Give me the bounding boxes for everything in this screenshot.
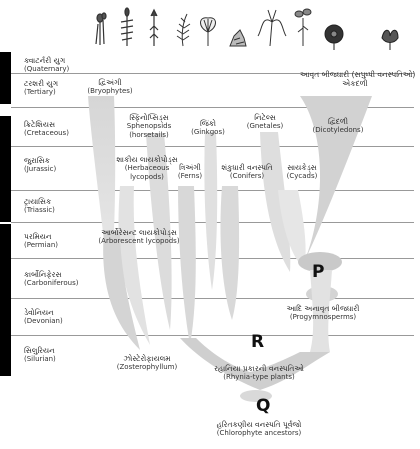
label-zosterophyllum xyxy=(112,354,182,372)
ginkgos-gu: જિંકો xyxy=(200,119,216,128)
bryophytes-en: (Bryophytes) xyxy=(87,87,133,95)
angiosperm-gu2: એકદળી xyxy=(342,79,368,88)
cycads-gu: સાયકેડ્સ xyxy=(287,163,317,172)
progymnosperms-gu: આદિ અનાવૃત બીજધારી xyxy=(286,304,360,313)
lycopods-en1: (Herbaceous xyxy=(124,164,170,172)
era-quaternary-en: (Quaternary) xyxy=(24,65,70,73)
era-permian-gu: પરમિયન xyxy=(24,232,52,241)
flowering-plant-icon xyxy=(295,9,311,46)
label-angiosperms xyxy=(300,70,416,88)
label-cycads xyxy=(280,163,324,181)
era-carboniferous-gu: કાર્બોનિફેરસ xyxy=(24,270,62,279)
era-quaternary-gu: ક્વાટર્નરી યુગ xyxy=(24,56,66,65)
zosterophyllum-gu: ઝોસ્ટેરોફાયલમ xyxy=(123,354,171,363)
ginkgos-en: (Ginkgos) xyxy=(191,128,225,136)
label-bryophytes xyxy=(80,78,140,96)
cycads-en: (Cycads) xyxy=(286,172,318,180)
conifers-gu: શંકુધારી વનસ્પતિ xyxy=(221,163,273,172)
label-ferns xyxy=(170,163,210,181)
angiosperm-gu: આવૃત બીજધારી (સપુષ્પી વનસ્પતિઓ) xyxy=(300,70,416,79)
era-triassic-en: (Triassic) xyxy=(24,206,55,214)
label-ginkgos xyxy=(186,119,230,137)
ferns-gu: ત્રિઅંગી xyxy=(179,163,201,172)
era-jurassic-gu: જુરાસિક xyxy=(24,156,50,165)
label-conifers xyxy=(216,163,278,181)
era-triassic-gu: ટ્રાયાસિક xyxy=(24,197,52,206)
label-chlorophyte-ancestors xyxy=(198,420,320,438)
bryophytes-gu: દ્વિઅંગી xyxy=(98,78,122,87)
progymnosperms-en: (Progymnosperms) xyxy=(289,313,357,321)
ferns-en: (Ferns) xyxy=(177,172,203,180)
zosterophyllum-en: (Zosterophyllum) xyxy=(116,363,178,371)
label-progymnosperms xyxy=(276,304,370,322)
conifer-branch xyxy=(220,186,239,320)
sphenopsids-gu: સ્ફિનોપ્સિડ્સ xyxy=(129,113,169,122)
label-dicotyledons xyxy=(306,117,370,135)
moss-plant-icon xyxy=(96,13,106,45)
era-carboniferous-en: (Carboniferous) xyxy=(24,279,79,287)
fern-frond-icon xyxy=(177,14,190,46)
horsetail-plant-icon xyxy=(121,8,133,46)
marker-q: Q xyxy=(256,396,271,416)
era-devonian-gu: ડેવોનિયન xyxy=(24,308,54,317)
dicot-flower-icon xyxy=(325,25,343,50)
conifer-cone-icon xyxy=(230,30,246,46)
lycopods-en2: lycopods) xyxy=(130,173,164,181)
era-permian-en: (Permian) xyxy=(24,241,58,249)
label-sphenopsids xyxy=(112,113,186,140)
lily-flower-icon xyxy=(382,30,398,50)
label-arborescent-lycopods xyxy=(84,228,194,246)
clubmoss-plant-icon xyxy=(150,10,158,46)
ginkgo-leaf-icon xyxy=(201,18,216,46)
lycopods-gu: શાકીય લાયકોપોડ્સ xyxy=(116,155,178,164)
fern-branch xyxy=(178,186,196,345)
chlorophyte-gu: હરિતકણીય વનસ્પતિ પૂર્વજો xyxy=(216,420,302,429)
rhynia-en: (Rhynia-type plants) xyxy=(223,373,295,381)
era-cretaceous-gu: ક્રિટેશિયસ xyxy=(24,120,56,129)
era-tertiary-gu: ટરશરી યુગ xyxy=(24,79,59,88)
era-jurassic-en: (Jurassic) xyxy=(24,165,57,173)
dicotyledons-gu: દ્વિદળી xyxy=(328,117,348,126)
ginkgo-branch xyxy=(204,132,217,290)
chlorophyte-en: (Chlorophyte ancestors) xyxy=(216,429,302,437)
gnetales-gu: નિટેલ્સ xyxy=(254,113,276,122)
marker-r: R xyxy=(251,332,265,352)
arborescent-en: (Arborescent lycopods) xyxy=(98,237,180,245)
era-silurian-en: (Silurian) xyxy=(24,355,56,363)
era-devonian-en: (Devonian) xyxy=(24,317,63,325)
arborescent-gu: આર્બોરેસન્ટ લાયકોપોડ્સ xyxy=(101,228,177,237)
era-silurian-gu: સિલુરિયન xyxy=(24,346,55,355)
conifers-en: (Conifers) xyxy=(229,172,265,180)
sphenopsids-en2: (horsetails) xyxy=(129,131,169,139)
era-cretaceous-en: (Cretaceous) xyxy=(24,129,69,137)
label-rhynia xyxy=(204,364,314,382)
label-gnetales xyxy=(240,113,290,131)
dicotyledons-en: (Dicotyledons) xyxy=(312,126,364,134)
era-tertiary-en: (Tertiary) xyxy=(24,88,56,96)
marker-p: P xyxy=(312,262,325,282)
sphenopsids-en1: Sphenopsids xyxy=(126,122,172,130)
gnetales-en: (Gnetales) xyxy=(246,122,284,130)
rhynia-gu: રહાનિયા પ્રકારની વનસ્પતિઓ xyxy=(214,364,304,373)
cycad-plant-icon xyxy=(258,10,286,46)
